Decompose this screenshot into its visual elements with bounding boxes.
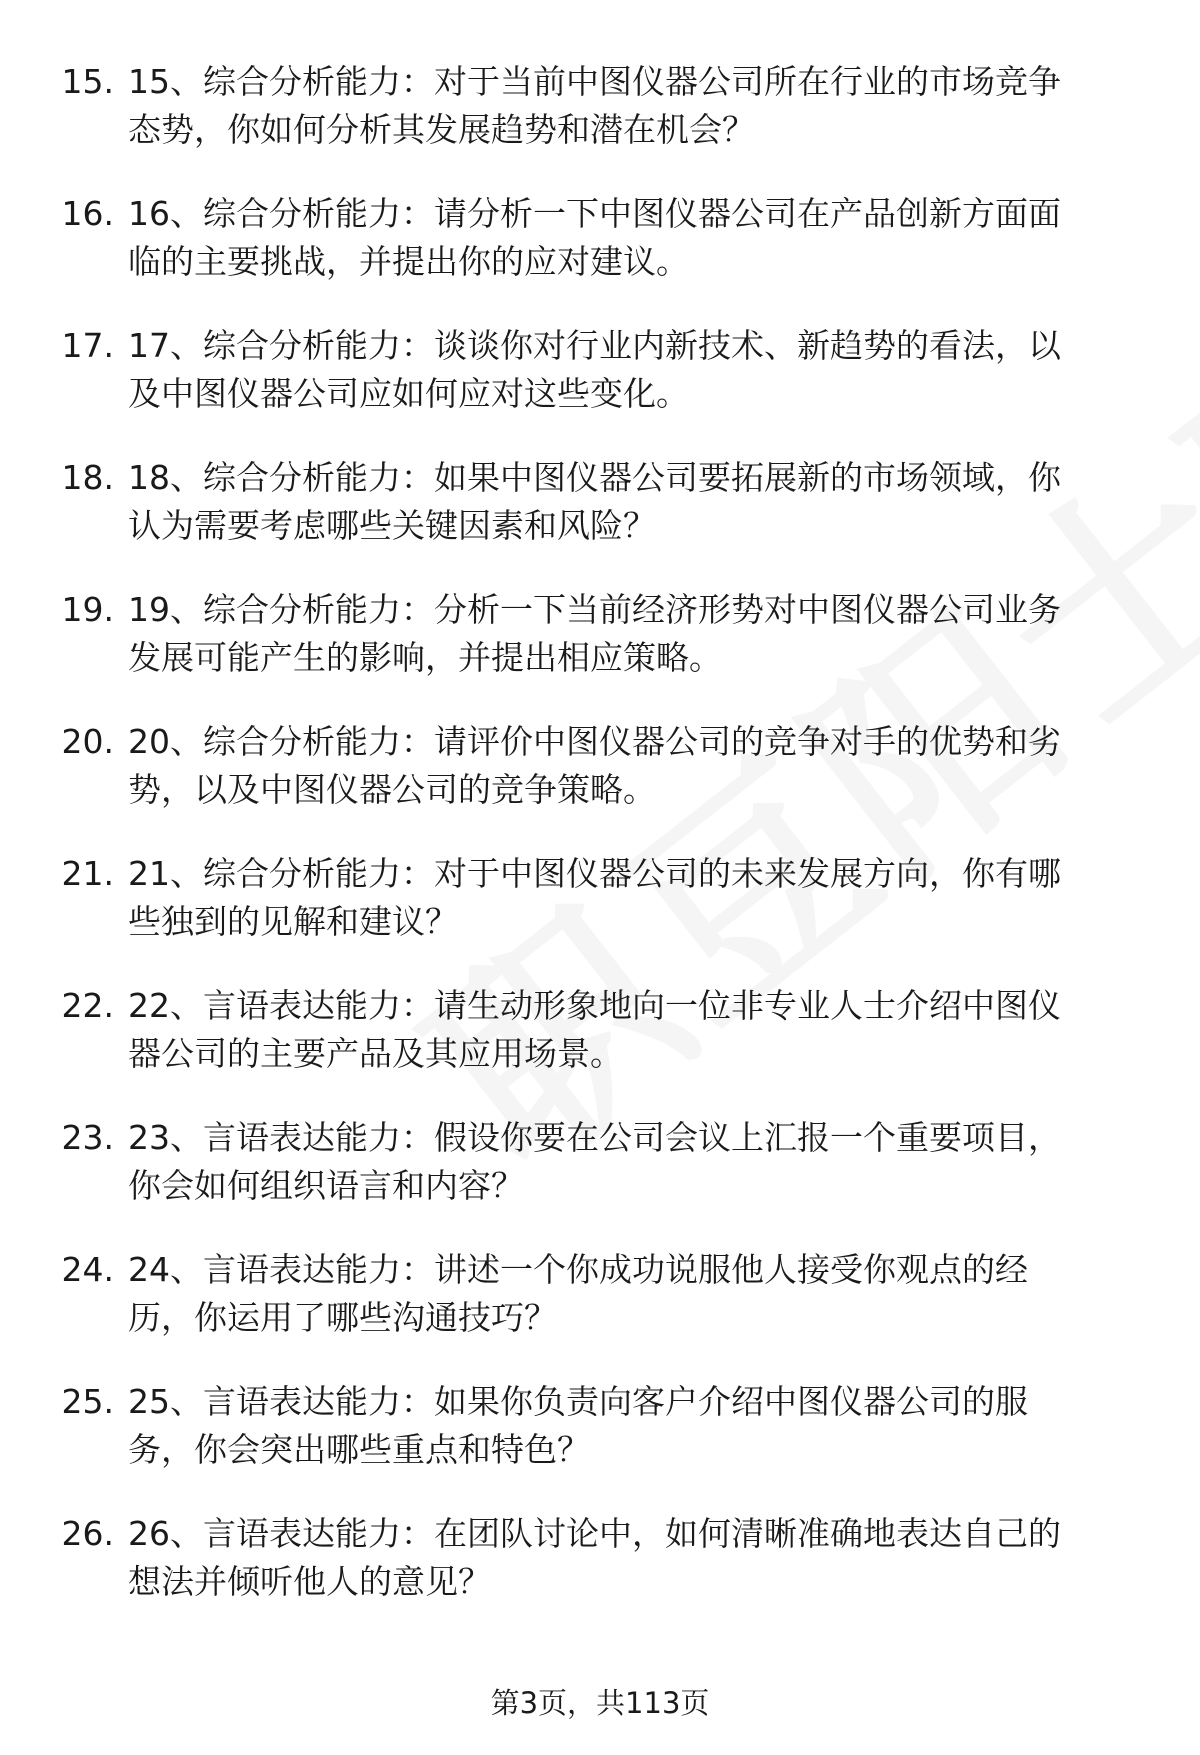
question-text [128,1510,1148,1606]
question-number: 25. [61,1382,114,1421]
question-line: 17、综合分析能力：谈谈你对行业内新技术、新趋势的看法，以 [128,326,1061,365]
list-item [0,1378,1200,1510]
question-text [128,322,1148,418]
question-text [128,190,1148,286]
question-line: 态势，你如何分析其发展趋势和潜在机会？ [128,110,755,149]
list-item [0,1510,1200,1642]
question-line: 势，以及中图仪器公司的竞争策略。 [128,770,656,809]
list-item [0,1114,1200,1246]
question-line: 认为需要考虑哪些关键因素和风险？ [128,506,656,545]
list-item [0,586,1200,718]
question-line: 26、言语表达能力：在团队讨论中，如何清晰准确地表达自己的 [128,1514,1061,1553]
question-line: 23、言语表达能力：假设你要在公司会议上汇报一个重要项目， [128,1118,1061,1157]
question-text [128,718,1148,814]
question-number: 23. [61,1118,114,1157]
question-line: 发展可能产生的影响，并提出相应策略。 [128,638,722,677]
question-number: 26. [61,1514,114,1553]
question-line: 15、综合分析能力：对于当前中图仪器公司所在行业的市场竞争 [128,62,1061,101]
list-item [0,850,1200,982]
question-line: 19、综合分析能力：分析一下当前经济形势对中图仪器公司业务 [128,590,1061,629]
question-text [128,1114,1148,1210]
question-number: 16. [61,194,114,233]
question-line: 些独到的见解和建议？ [128,902,458,941]
question-text [128,1378,1148,1474]
question-line: 你会如何组织语言和内容？ [128,1166,524,1205]
question-line: 历，你运用了哪些沟通技巧？ [128,1298,557,1337]
question-line: 21、综合分析能力：对于中图仪器公司的未来发展方向，你有哪 [128,854,1061,893]
question-line: 想法并倾听他人的意见？ [128,1562,491,1601]
question-number: 22. [61,986,114,1025]
question-number: 18. [61,458,114,497]
question-line: 20、综合分析能力：请评价中图仪器公司的竞争对手的优势和劣 [128,722,1061,761]
question-number: 21. [61,854,114,893]
page-number-label: 第3页，共113页 [490,1686,710,1720]
question-text [128,850,1148,946]
question-number: 17. [61,326,114,365]
question-text [128,586,1148,682]
question-text [128,454,1148,550]
list-item [0,454,1200,586]
question-line: 临的主要挑战，并提出你的应对建议。 [128,242,689,281]
question-line: 18、综合分析能力：如果中图仪器公司要拓展新的市场领域，你 [128,458,1061,497]
question-list [0,58,1200,1642]
question-text [128,1246,1148,1342]
question-number: 20. [61,722,114,761]
list-item [0,58,1200,190]
question-number: 19. [61,590,114,629]
list-item [0,1246,1200,1378]
question-line: 16、综合分析能力：请分析一下中图仪器公司在产品创新方面面 [128,194,1061,233]
list-item [0,718,1200,850]
question-number: 15. [61,62,114,101]
question-line: 22、言语表达能力：请生动形象地向一位非专业人士介绍中图仪 [128,986,1061,1025]
question-line: 务，你会突出哪些重点和特色？ [128,1430,590,1469]
list-item [0,190,1200,322]
question-line: 及中图仪器公司应如何应对这些变化。 [128,374,689,413]
list-item [0,982,1200,1114]
question-text [128,58,1148,154]
page-footer [0,1683,1200,1723]
question-text [128,982,1148,1078]
question-line: 器公司的主要产品及其应用场景。 [128,1034,623,1073]
list-item [0,322,1200,454]
question-line: 25、言语表达能力：如果你负责向客户介绍中图仪器公司的服 [128,1382,1028,1421]
question-number: 24. [61,1250,114,1289]
question-line: 24、言语表达能力：讲述一个你成功说服他人接受你观点的经 [128,1250,1028,1289]
